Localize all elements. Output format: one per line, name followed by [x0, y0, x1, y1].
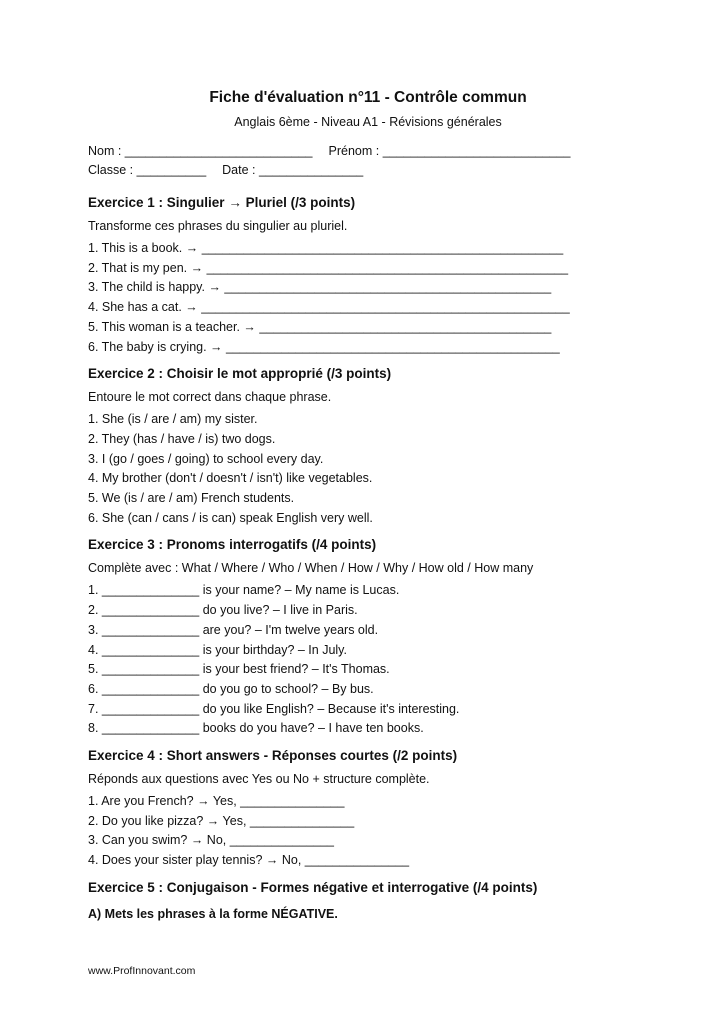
exercise-item[interactable]: 2. ______________ do you live? – I live in Paris.: [88, 603, 358, 618]
exercise-item[interactable]: 4. Does your sister play tennis? → No, _______________: [88, 853, 410, 868]
exercise-subheading: A) Mets les phrases à la forme NÉGATIVE.: [88, 906, 338, 921]
exercise-item[interactable]: 1. This is a book. → ____________________________________________________: [88, 241, 564, 255]
prenom-field[interactable]: Prénom : ___________________________: [328, 144, 571, 158]
exercise-item[interactable]: 6. She (can / cans / is can) speak English very well.: [88, 510, 373, 525]
exercise-item[interactable]: 2. That is my pen. → ____________________________________________________: [88, 260, 569, 275]
date-field[interactable]: Date : _______________: [222, 163, 364, 177]
exercise-item[interactable]: 8. ______________ books do you have? – I have ten books.: [88, 721, 424, 736]
exercise-item[interactable]: 1. Are you French? → Yes, _______________: [88, 794, 345, 809]
identity-row-1: [88, 142, 648, 161]
exercise-2: [88, 365, 648, 528]
exercise-item[interactable]: 4. ______________ is your birthday? – In July.: [88, 642, 347, 657]
classe-field[interactable]: Classe : __________: [88, 163, 207, 177]
exercise-instruction: Complète avec : What / Where / Who / When / How / Why / How old / How many: [88, 561, 534, 576]
exercise-title: Exercice 1 : Singulier → Pluriel (/3 points): [88, 195, 356, 210]
footer-site-link[interactable]: www.ProfInnovant.com: [88, 965, 196, 977]
nom-field[interactable]: Nom : ___________________________: [88, 144, 313, 158]
exercise-item[interactable]: 5. ______________ is your best friend? – It's Thomas.: [88, 662, 390, 677]
exercise-item[interactable]: 2. Do you like pizza? → Yes, _______________: [88, 813, 355, 828]
exercise-item[interactable]: 3. ______________ are you? – I'm twelve years old.: [88, 622, 379, 637]
page-title: Fiche d'évaluation n°11 - Contrôle commun: [209, 89, 527, 106]
exercise-instruction: Transforme ces phrases du singulier au pluriel.: [88, 219, 348, 233]
worksheet: [88, 88, 648, 923]
exercise-instruction: Entoure le mot correct dans chaque phrase.: [88, 390, 332, 405]
exercise-title: Exercice 3 : Pronoms interrogatifs (/4 points): [88, 537, 377, 553]
exercise-item[interactable]: 1. She (is / are / am) my sister.: [88, 412, 258, 427]
exercise-3: [88, 536, 648, 739]
exercise-item[interactable]: 5. This woman is a teacher. → __________________________________________: [88, 319, 552, 334]
exercise-item[interactable]: 3. The child is happy. → _______________________________________________: [88, 280, 552, 295]
exercise-4: [88, 747, 648, 871]
page-subtitle: Anglais 6ème - Niveau A1 - Révisions générales: [234, 115, 502, 129]
exercise-title: Exercice 5 : Conjugaison - Formes négative et interrogative (/4 points): [88, 879, 538, 895]
exercise-title: Exercice 2 : Choisir le mot approprié (/3 points): [88, 366, 392, 382]
exercise-item[interactable]: 2. They (has / have / is) two dogs.: [88, 431, 276, 446]
exercise-item[interactable]: 6. ______________ do you go to school? – By bus.: [88, 681, 374, 696]
exercise-instruction: Réponds aux questions avec Yes ou No + structure complète.: [88, 772, 430, 787]
exercise-title: Exercice 4 : Short answers - Réponses courtes (/2 points): [88, 748, 458, 764]
exercise-item[interactable]: 4. She has a cat. → _____________________________________________________: [88, 300, 570, 315]
exercise-item[interactable]: 1. ______________ is your name? – My name is Lucas.: [88, 583, 400, 598]
exercise-5: [88, 879, 648, 923]
exercise-item[interactable]: 5. We (is / are / am) French students.: [88, 491, 295, 506]
exercise-item[interactable]: 4. My brother (don't / doesn't / isn't) like vegetables.: [88, 471, 373, 486]
exercise-1: [88, 194, 648, 357]
exercise-item[interactable]: 3. Can you swim? → No, _______________: [88, 833, 334, 848]
identity-row-2: [88, 161, 648, 180]
exercise-item[interactable]: 6. The baby is crying. → ________________________________________________: [88, 339, 560, 354]
exercise-item[interactable]: 3. I (go / goes / going) to school every day.: [88, 451, 324, 466]
exercise-item[interactable]: 7. ______________ do you like English? – Because it's interesting.: [88, 701, 460, 716]
